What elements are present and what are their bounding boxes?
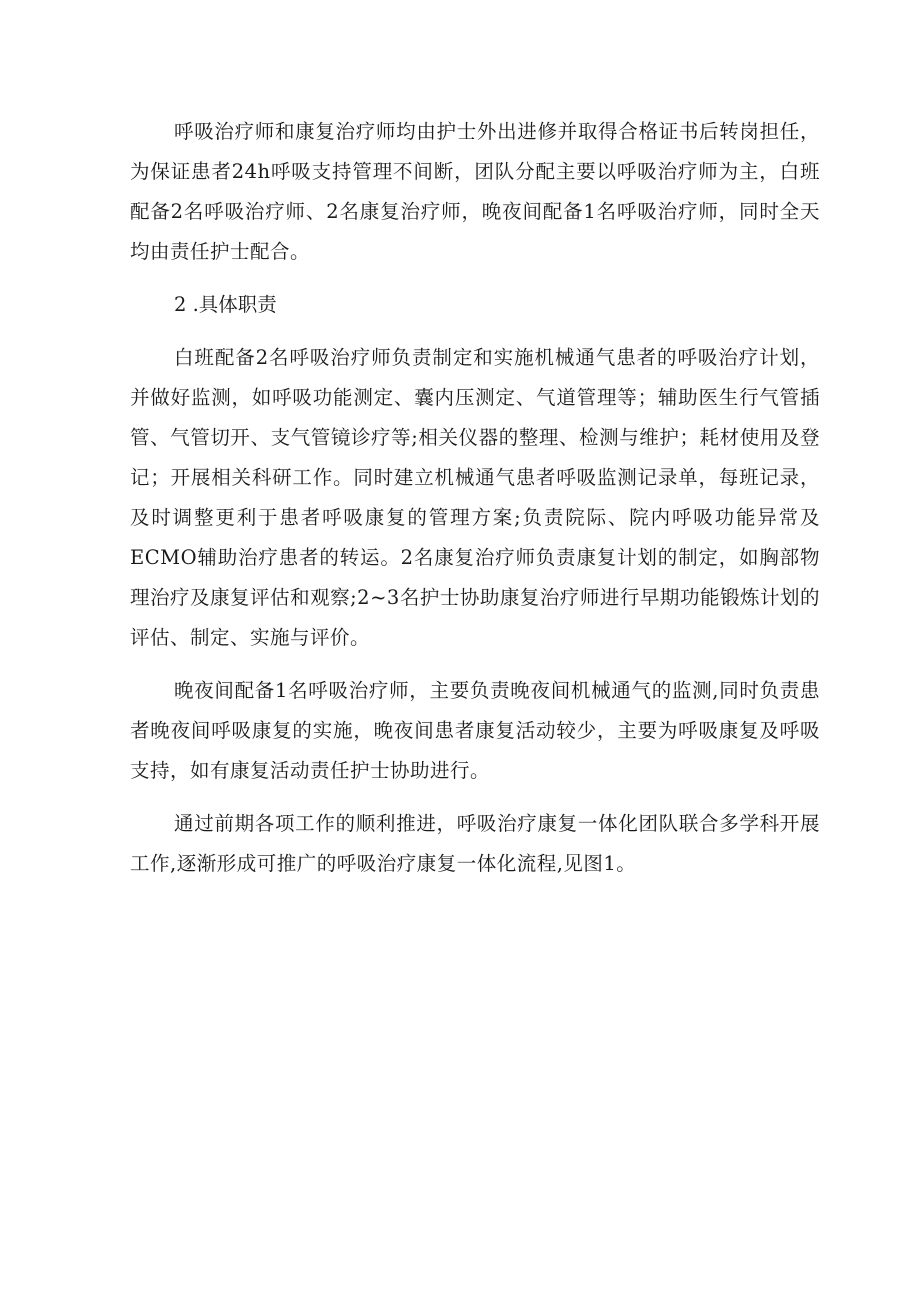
document-body xyxy=(130,112,820,897)
paragraph-workflow-summary: 通过前期各项工作的顺利推进，呼吸治疗康复一体化团队联合多学科开展工作,逐渐形成可推广的呼吸治疗康复一体化流程,见图1。 xyxy=(130,812,820,875)
paragraph-day-shift-duties: 白班配备2名呼吸治疗师负责制定和实施机械通气患者的呼吸治疗计划，并做好监测，如呼吸功能测定、囊内压测定、气道管理等；辅助医生行气管插管、气管切开、支气管镜诊疗等;相关仪器的整理、检测与维护；耗材使用及登记；开展相关科研工作。同时建立机械通气患者呼吸监测记录单，每班记录，及时调整更利于患者呼吸康复的管理方案;负责院际、院内呼吸功能异常及ECMO辅助治疗患者的转运。2名康复治疗师负责康复计划的制定，如胸部物理治疗及康复评估和观察;2~3名护士协助康复治疗师进行早期功能锻炼计划的评估、制定、实施与评价。 xyxy=(130,346,820,649)
section-heading-duties: 2 .具体职责 xyxy=(174,293,277,316)
paragraph-night-shift-duties: 晚夜间配备1名呼吸治疗师，主要负责晚夜间机械通气的监测,同时负责患者晚夜间呼吸康复的实施，晚夜间患者康复活动较少，主要为呼吸康复及呼吸支持，如有康复活动责任护士协助进行。 xyxy=(130,679,820,782)
paragraph-staffing: 呼吸治疗师和康复治疗师均由护士外出进修并取得合格证书后转岗担任，为保证患者24h呼吸支持管理不间断，团队分配主要以呼吸治疗师为主，白班配备2名呼吸治疗师、2名康复治疗师，晚夜间配备1名呼吸治疗师，同时全天均由责任护士配合。 xyxy=(130,120,820,263)
